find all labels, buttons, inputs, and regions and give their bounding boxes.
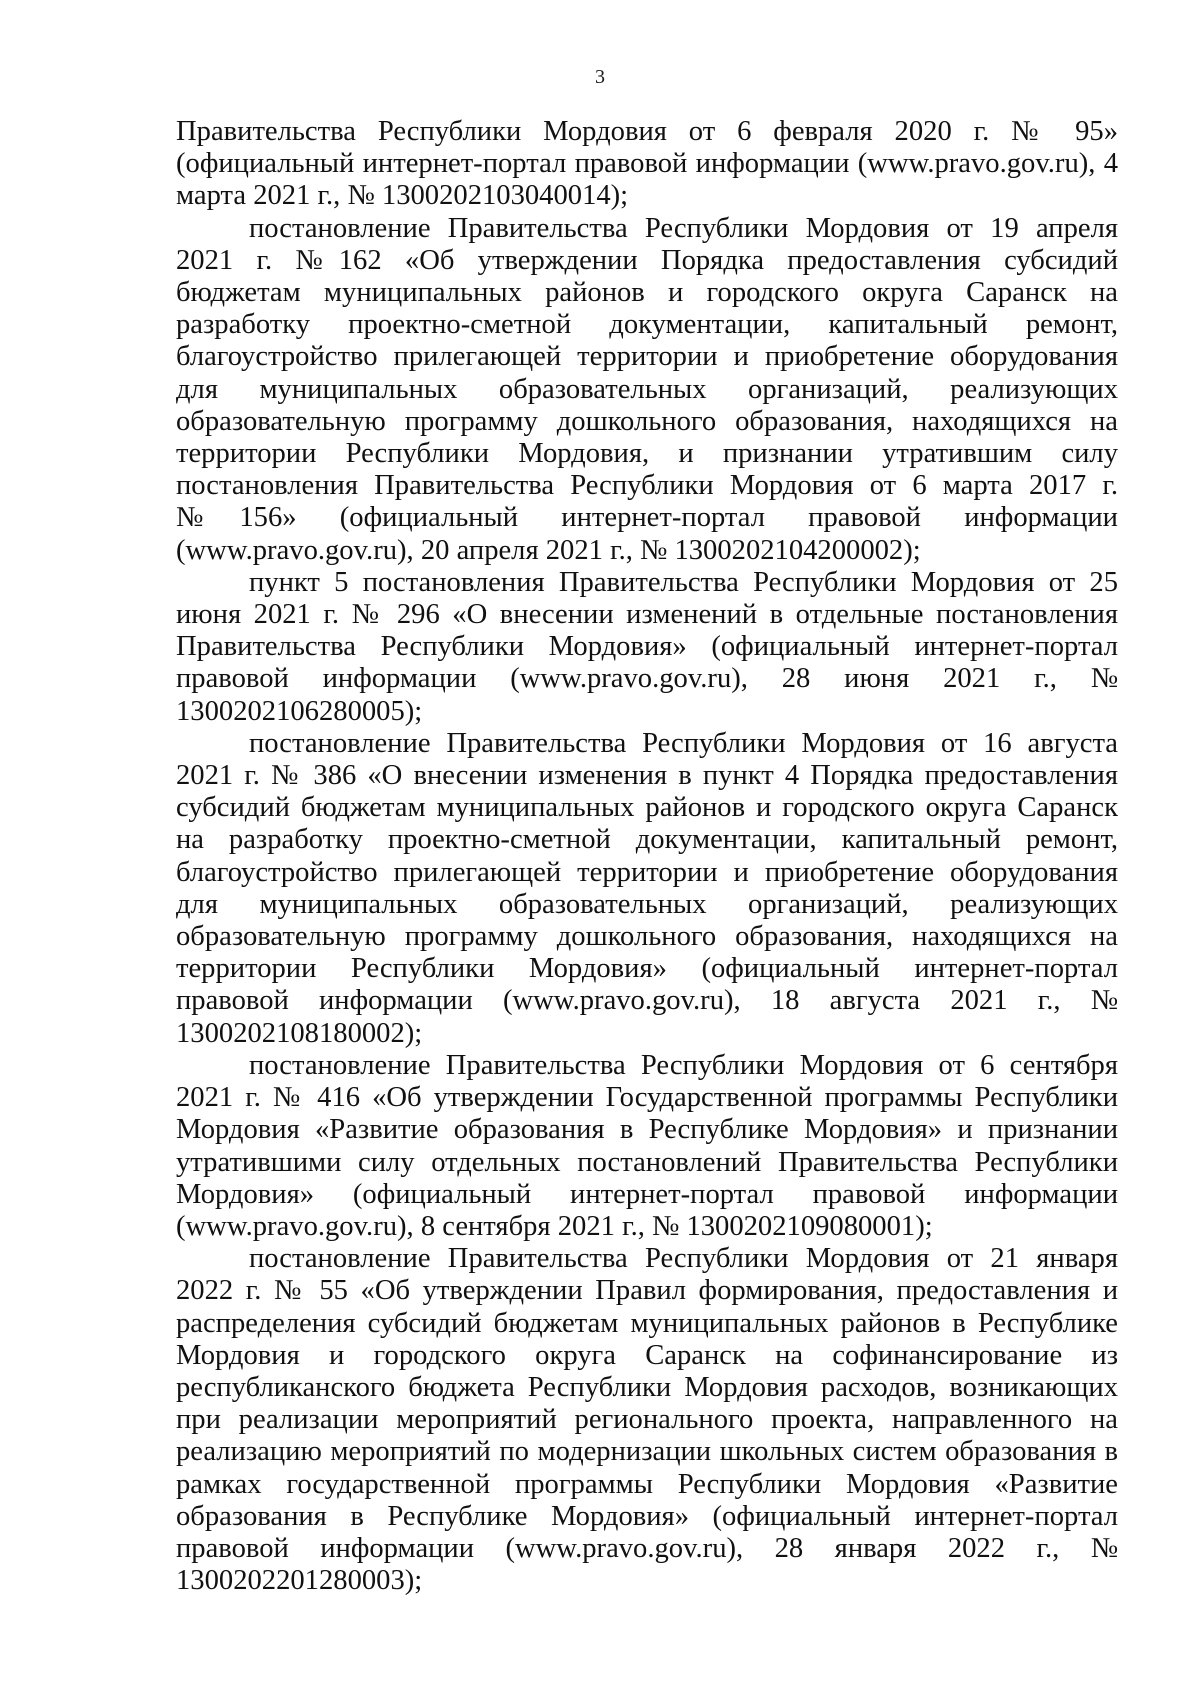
paragraph-continuation: Правительства Республики Мордовия от 6 февраля 2020 г. № 95» (официальный интернет-портал правовой информации (www.pravo.gov.ru), 4 марта 2021 г., № 1300202103040014); [176, 116, 1118, 212]
page-number: 3 [595, 66, 605, 88]
paragraph-decree-55: постановление Правительства Республики Мордовия от 21 января 2022 г. № 55 «Об утверждении Правил формирования, предоставления и распределения субсидий бюджетам муниципальных районов в Республике Мордовия и городского округа Саранск на софинансирование из республиканского бюджета Республики Мордовия расходов, возникающих при реализации мероприятий регионального проекта, направленного на реализацию мероприятий по модернизации школьных систем образования в рамках государственной программы Республики Мордовия «Развитие образования в Республике Мордовия» (официальный интернет-портал правовой информации (www.pravo.gov.ru), 28 января 2022 г., № 1300202201280003); [176, 1243, 1118, 1597]
paragraph-item-5-decree-296: пункт 5 постановления Правительства Республики Мордовия от 25 июня 2021 г. № 296 «О внесении изменений в отдельные постановления Правительства Республики Мордовия» (официальный интернет-портал правовой информации (www.pravo.gov.ru), 28 июня 2021 г., № 1300202106280005); [176, 566, 1118, 727]
paragraph-decree-162: постановление Правительства Республики Мордовия от 19 апреля 2021 г. №162 «Об утверждении Порядка предоставления субсидий бюджетам муниципальных районов и городского округа Саранск на разработку проектно-сметной документации, капитальный ремонт, благоустройство прилегающей территории и приобретение оборудования для муниципальных образовательных организаций, реализующих образовательную программу дошкольного образования, находящихся на территории Республики Мордовия, и признании утратившим силу постановления Правительства Республики Мордовия от 6 марта 2017 г. №156» (официальный интернет-портал правовой информации (www.pravo.gov.ru), 20 апреля 2021 г., № 1300202104200002); [176, 212, 1118, 566]
document-body [176, 116, 1118, 1597]
paragraph-decree-386: постановление Правительства Республики Мордовия от 16 августа 2021 г. № 386 «О внесении изменения в пункт 4 Порядка предоставления субсидий бюджетам муниципальных районов и городского округа Саранск на разработку проектно-сметной документации, капитальный ремонт, благоустройство прилегающей территории и приобретение оборудования для муниципальных образовательных организаций, реализующих образовательную программу дошкольного образования, находящихся на территории Республики Мордовия» (официальный интернет-портал правовой информации (www.pravo.gov.ru), 18 августа 2021 г., № 1300202108180002); [176, 727, 1118, 1049]
paragraph-decree-416: постановление Правительства Республики Мордовия от 6 сентября 2021 г. № 416 «Об утверждении Государственной программы Республики Мордовия «Развитие образования в Республике Мордовия» и признании утратившими силу отдельных постановлений Правительства Республики Мордовия» (официальный интернет-портал правовой информации (www.pravo.gov.ru), 8 сентября 2021 г., № 1300202109080001); [176, 1049, 1118, 1242]
